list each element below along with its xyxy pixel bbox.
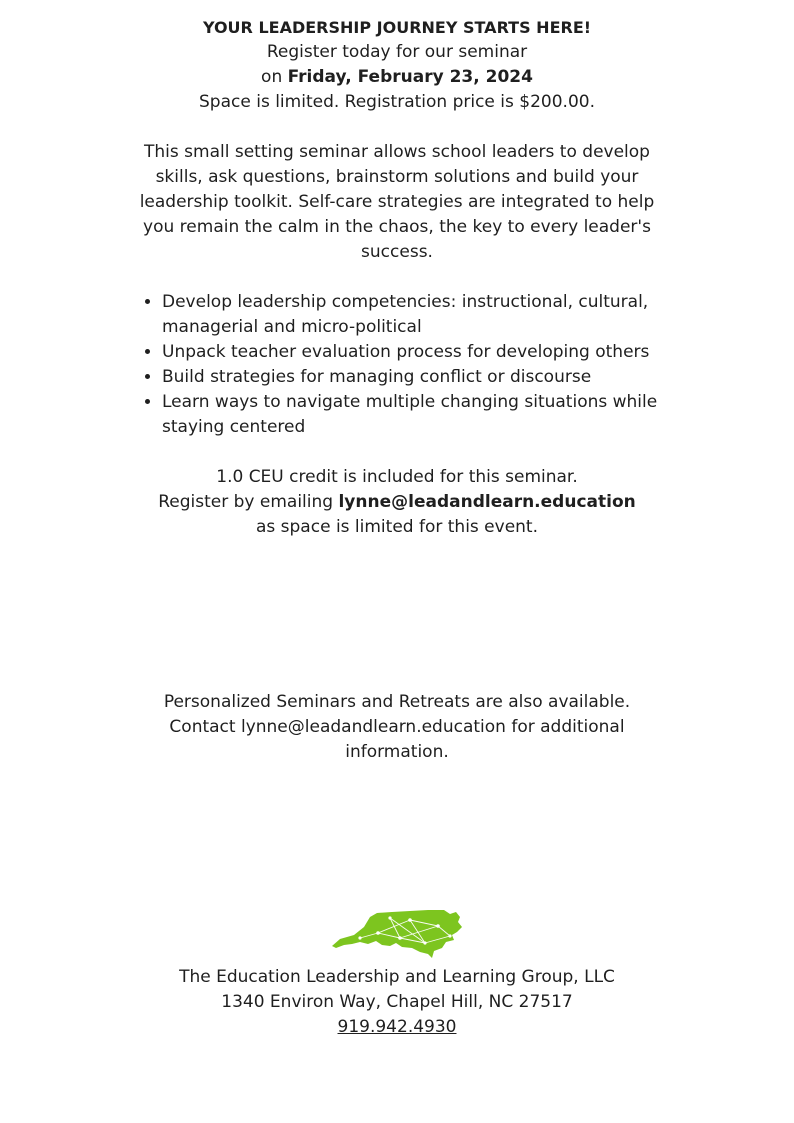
list-item: • Build strategies for managing conflict or discourse (162, 365, 702, 390)
list-item: • Unpack teacher evaluation process for developing others (162, 340, 702, 365)
list-item: • Develop leadership competencies: instructional, cultural, managerial and micro-political (162, 290, 702, 340)
price-line: Space is limited. Registration price is $200.00. (199, 92, 595, 112)
seminar-description: This small setting seminar allows school leaders to develop skills, ask questions, brainstorm solutions and build your leadership toolkit. Self-care strategies are integrated to help you remain the calm in the chaos, the key to every leader's success. (139, 142, 655, 262)
register-today-line: Register today for our seminar (266, 42, 528, 62)
north-carolina-map-network-icon (330, 908, 464, 962)
date-prefix: on (261, 67, 288, 87)
phone-link[interactable]: 919.942.4930 (337, 1017, 457, 1037)
header-block (0, 15, 794, 115)
ceu-credit-line: 1.0 CEU credit is included for this seminar. (216, 467, 578, 487)
seminar-date-line (0, 65, 794, 90)
register-email-link[interactable]: lynne@leadandlearn.education (338, 492, 636, 512)
company-name: The Education Leadership and Learning Group, LLC (179, 967, 615, 987)
list-item: • Learn ways to navigate multiple changing situations while staying centered (162, 390, 702, 440)
phone-line (0, 1015, 794, 1040)
personalized-seminars-text: Personalized Seminars and Retreats are also available. Contact lynne@leadandlearn.education for additional information. (163, 692, 631, 762)
footer-block (0, 965, 794, 1040)
ceu-block (0, 465, 794, 540)
space-limited-line: as space is limited for this event. (255, 517, 538, 537)
seminar-date: Friday, February 23, 2024 (287, 67, 533, 87)
register-prefix: Register by emailing (158, 492, 339, 512)
benefits-list (140, 290, 702, 440)
company-address: 1340 Environ Way, Chapel Hill, NC 27517 (221, 992, 573, 1012)
headline-title: YOUR LEADERSHIP JOURNEY STARTS HERE! (202, 18, 592, 37)
register-email-line (0, 490, 794, 515)
